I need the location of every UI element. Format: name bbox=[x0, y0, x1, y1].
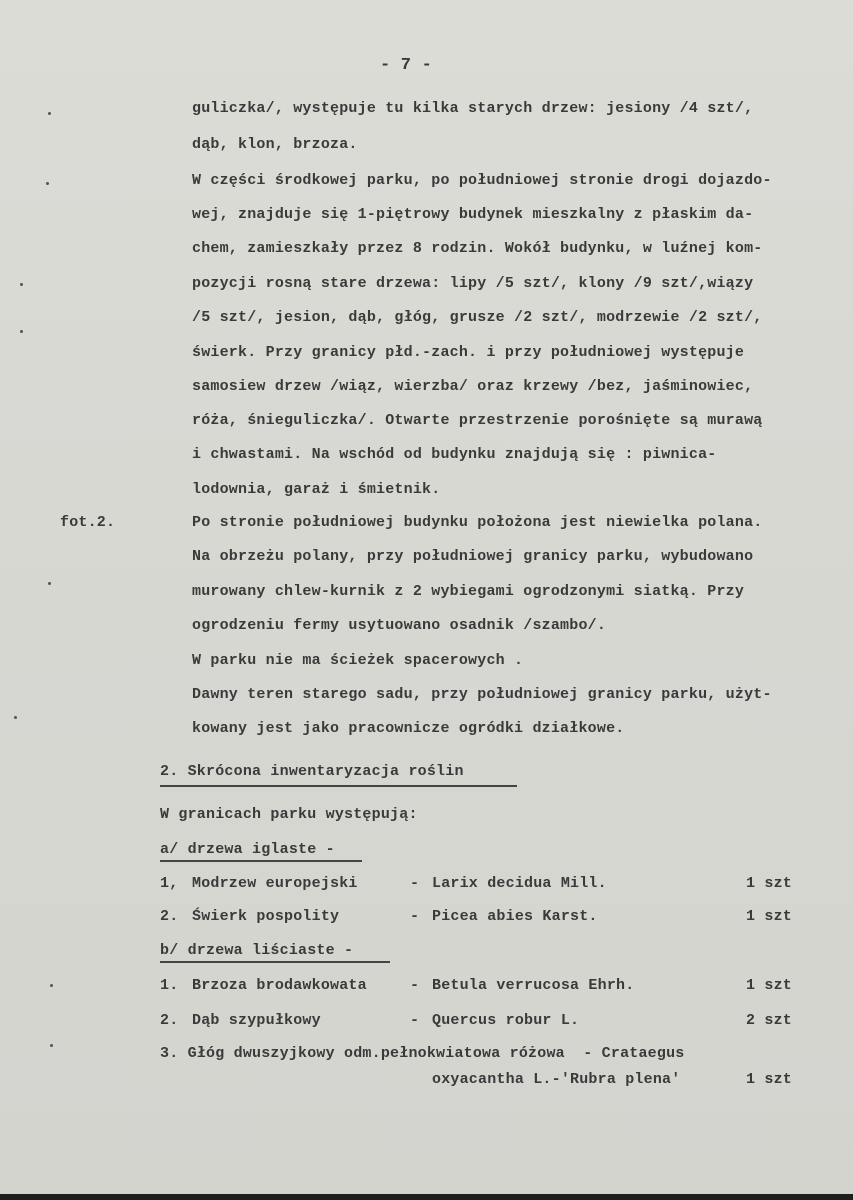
item-common-name: Świerk pospolity bbox=[192, 908, 340, 925]
item-latin-name: Picea abies Karst. bbox=[432, 908, 598, 925]
item-latin-name: Larix decidua Mill. bbox=[432, 875, 607, 892]
section-heading: 2. Skrócona inwentaryzacja roślin bbox=[160, 763, 464, 780]
intro-line: W granicach parku występują: bbox=[160, 806, 418, 823]
margin-mark bbox=[20, 330, 23, 333]
text-line: murowany chlew-kurnik z 2 wybiegami ogrodzonymi siatką. Przy bbox=[192, 583, 745, 600]
section-heading-underline bbox=[160, 785, 517, 787]
item-common-name: Brzoza brodawkowata bbox=[192, 977, 367, 994]
margin-mark bbox=[48, 112, 51, 115]
text-line: W parku nie ma ścieżek spacerowych . bbox=[192, 652, 524, 669]
item-quantity: 2 szt bbox=[746, 1012, 793, 1029]
margin-mark bbox=[48, 582, 51, 585]
item-latin-name: Betula verrucosa Ehrh. bbox=[432, 977, 635, 994]
text-line: chem, zamieszkały przez 8 rodzin. Wokół budynku, w luźnej kom- bbox=[192, 240, 763, 257]
item-number: 1, bbox=[160, 875, 179, 892]
item-dash: - bbox=[410, 908, 420, 925]
text-line: lodownia, garaż i śmietnik. bbox=[192, 481, 441, 498]
text-line: pozycji rosną stare drzewa: lipy /5 szt/, klony /9 szt/,wiązy bbox=[192, 275, 754, 292]
margin-mark bbox=[14, 716, 17, 719]
group-b-heading: b/ drzewa liściaste - bbox=[160, 942, 354, 959]
item-3-line-2: oxyacantha L.-'Rubra plena' bbox=[432, 1071, 681, 1088]
margin-mark bbox=[46, 182, 49, 185]
item-dash: - bbox=[410, 977, 420, 994]
group-a-heading: a/ drzewa iglaste - bbox=[160, 841, 335, 858]
item-dash: - bbox=[410, 1012, 420, 1029]
item-quantity: 1 szt bbox=[746, 875, 793, 892]
text-line: Po stronie południowej budynku położona jest niewielka polana. bbox=[192, 514, 763, 531]
item-dash: - bbox=[410, 875, 420, 892]
margin-mark bbox=[20, 283, 23, 286]
item-quantity: 1 szt bbox=[746, 908, 793, 925]
text-line: samosiew drzew /wiąz, wierzba/ oraz krzewy /bez, jaśminowiec, bbox=[192, 378, 754, 395]
margin-mark bbox=[50, 984, 53, 987]
text-line: /5 szt/, jesion, dąb, głóg, grusze /2 szt/, modrzewie /2 szt/, bbox=[192, 309, 763, 326]
item-common-name: Dąb szypułkowy bbox=[192, 1012, 321, 1029]
text-line: róża, śnieguliczka/. Otwarte przestrzenie porośnięte są murawą bbox=[192, 412, 763, 429]
text-line: dąb, klon, brzoza. bbox=[192, 136, 358, 153]
group-a-underline bbox=[160, 860, 362, 862]
item-number: 2. bbox=[160, 1012, 179, 1029]
text-line: Na obrzeżu polany, przy południowej granicy parku, wybudowano bbox=[192, 548, 754, 565]
text-line: kowany jest jako pracownicze ogródki działkowe. bbox=[192, 720, 625, 737]
text-line: W części środkowej parku, po południowej stronie drogi dojazdo- bbox=[192, 172, 772, 189]
item-number: 1. bbox=[160, 977, 179, 994]
margin-note-photo: fot.2. bbox=[60, 514, 116, 531]
item-latin-name: Quercus robur L. bbox=[432, 1012, 580, 1029]
item-quantity: 1 szt bbox=[746, 977, 793, 994]
item-number: 2. bbox=[160, 908, 179, 925]
item-quantity: 1 szt bbox=[746, 1071, 793, 1088]
scan-bottom-edge bbox=[0, 1194, 853, 1200]
text-line: Dawny teren starego sadu, przy południowej granicy parku, użyt- bbox=[192, 686, 772, 703]
page-number: - 7 - bbox=[380, 56, 433, 75]
text-line: guliczka/, występuje tu kilka starych drzew: jesiony /4 szt/, bbox=[192, 100, 754, 117]
text-line: wej, znajduje się 1-piętrowy budynek mieszkalny z płaskim da- bbox=[192, 206, 754, 223]
text-line: i chwastami. Na wschód od budynku znajdują się : piwnica- bbox=[192, 446, 717, 463]
text-line: ogrodzeniu fermy usytuowano osadnik /szambo/. bbox=[192, 617, 607, 634]
text-line: świerk. Przy granicy płd.-zach. i przy południowej występuje bbox=[192, 344, 745, 361]
group-b-underline bbox=[160, 961, 390, 963]
margin-mark bbox=[50, 1044, 53, 1047]
item-common-name: Modrzew europejski bbox=[192, 875, 358, 892]
item-3-line-1: 3. Głóg dwuszyjkowy odm.pełnokwiatowa różowa - Crataegus bbox=[160, 1045, 685, 1062]
